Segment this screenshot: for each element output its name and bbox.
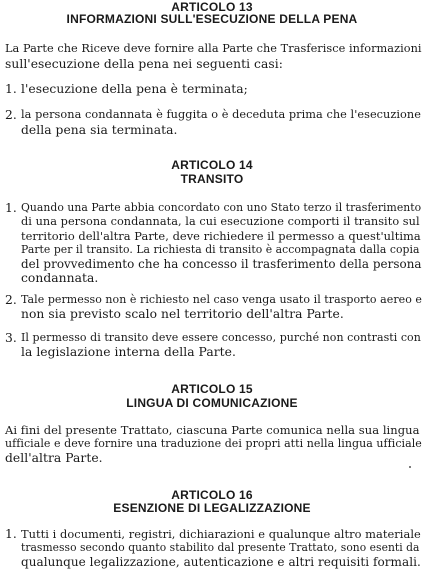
article-14-item-1-line-4: Parte per il transito. La richiesta di transito è accompagnata dalla copia xyxy=(21,243,420,256)
article-13-item-2-number: 2. xyxy=(5,108,17,122)
article-16-item-1-line-3: qualunque legalizzazione, autenticazione e altri requisiti formali. xyxy=(21,555,421,569)
article-14-item-1-line-3: territorio dell'altra Parte, deve richiedere il permesso a quest'ultima xyxy=(21,229,421,243)
article-15-text-line-2: ufficiale e deve fornire una traduzione dei propri atti nella lingua ufficiale xyxy=(5,437,422,450)
article-13-item-2-line-1: la persona condannata è fuggita o è deceduta prima che l'esecuzione xyxy=(21,108,421,121)
article-13-item-2-line-2: della pena sia terminata. xyxy=(21,123,178,137)
article-14-title: TRANSITO xyxy=(180,172,244,186)
article-14-item-1-number: 1. xyxy=(5,201,17,215)
article-14-item-2-line-2: non sia previsto scalo nel territorio dell'altra Parte. xyxy=(21,307,344,321)
article-14-number: ARTICOLO 14 xyxy=(171,158,253,172)
article-15-title: LINGUA DI COMUNICAZIONE xyxy=(126,396,298,410)
article-13-item-1-number: 1. xyxy=(5,82,17,96)
article-14-item-1-line-6: condannata. xyxy=(21,271,99,285)
article-14-item-3-line-2: la legislazione interna della Parte. xyxy=(21,345,236,359)
scan-speck xyxy=(409,466,411,468)
article-14-item-3-line-1: Il permesso di transito deve essere concesso, purché non contrasti con xyxy=(21,331,421,344)
article-15-text-line-1: Ai fini del presente Trattato, ciascuna Parte comunica nella sua lingua xyxy=(5,423,420,437)
article-14-item-3-number: 3. xyxy=(5,331,17,345)
article-16-item-1-line-2: trasmesso secondo quanto stabilito dal presente Trattato, sono esenti da xyxy=(21,541,420,554)
article-13-title: INFORMAZIONI SULL'ESECUZIONE DELLA PENA xyxy=(66,12,358,26)
article-14-item-1-line-2: di una persona condannata, la cui esecuzione comporti il transito sul xyxy=(21,215,420,228)
article-16-number: ARTICOLO 16 xyxy=(171,488,253,502)
article-15-number: ARTICOLO 15 xyxy=(171,382,253,396)
article-16-title: ESENZIONE DI LEGALIZZAZIONE xyxy=(113,501,311,515)
article-13-number: ARTICOLO 13 xyxy=(171,0,253,14)
article-13-item-1-line-1: l'esecuzione della pena è terminata; xyxy=(21,82,248,96)
article-14-item-2-number: 2. xyxy=(5,293,17,307)
article-13-intro-line-2: sull'esecuzione della pena nei seguenti casi: xyxy=(5,57,283,71)
article-16-item-1-line-1: Tutti i documenti, registri, dichiarazioni e qualunque altro materiale xyxy=(21,527,421,541)
article-15-text-line-3: dell'altra Parte. xyxy=(5,451,103,465)
article-13-intro-line-1: La Parte che Riceve deve fornire alla Parte che Trasferisce informazioni xyxy=(5,42,422,55)
article-14-item-1-line-5: del provvedimento che ha concesso il trasferimento della persona xyxy=(21,257,422,271)
article-14-item-2-line-1: Tale permesso non è richiesto nel caso venga usato il trasporto aereo e xyxy=(21,293,422,306)
article-14-item-1-line-1: Quando una Parte abbia concordato con uno Stato terzo il trasferimento xyxy=(21,201,422,214)
article-16-item-1-number: 1. xyxy=(5,527,17,541)
